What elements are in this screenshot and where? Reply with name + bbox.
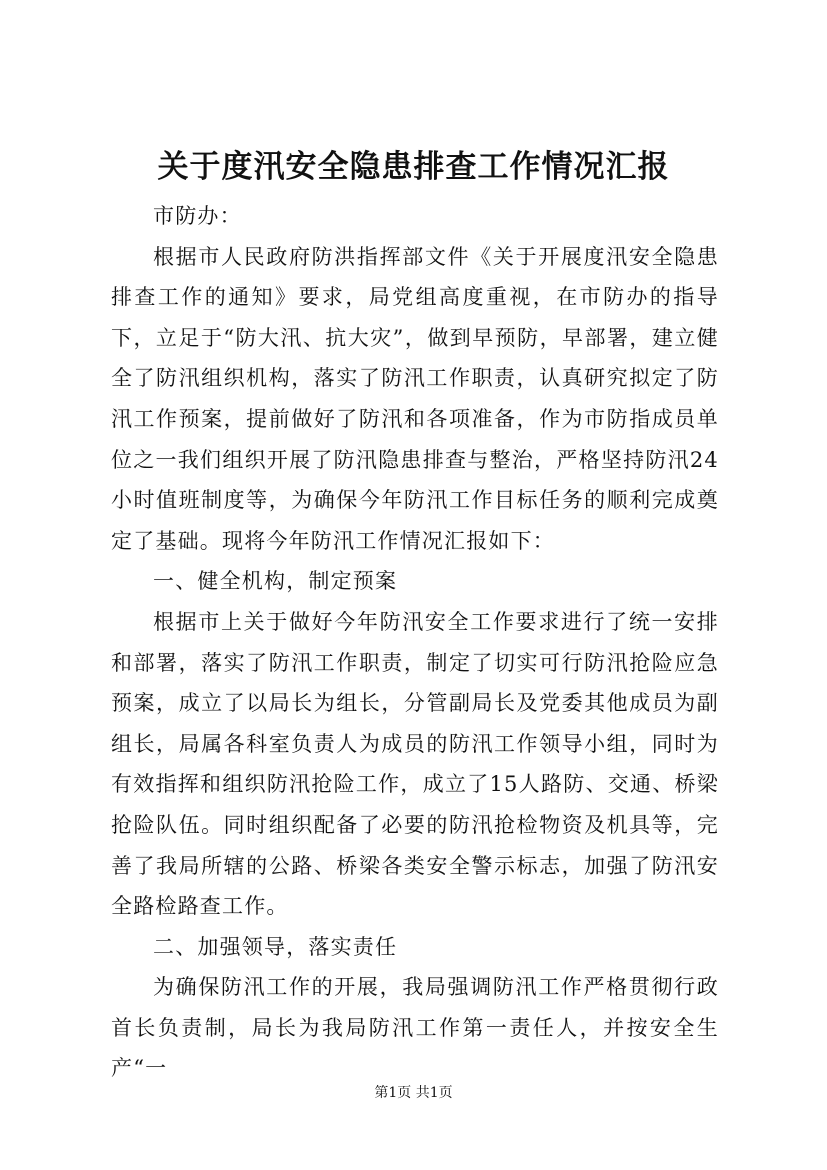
intro-paragraph: 根据市人民政府防洪指挥部文件《关于开展度汛安全隐患排查工作的通知》要求，局党组高度重视，在市防办的指导下，立足于“防大汛、抗大灾”，做到早预防，早部署，建立健全了防汛组织机构，落实了防汛工作职责，认真研究拟定了防汛工作预案，提前做好了防汛和各项准备，作为市防指成员单位之一我们组织开展了防汛隐患排查与整治，严格坚持防汛24小时值班制度等，为确保今年防汛工作目标任务的顺利完成奠定了基础。现将今年防汛工作情况汇报如下： bbox=[111, 244, 719, 553]
section-2-paragraph: 为确保防汛工作的开展，我局强调防汛工作严格贯彻行政首长负责制，局长为我局防汛工作第一责任人，并按安全生产“一 bbox=[111, 975, 719, 1081]
salutation: 市防办： bbox=[153, 204, 242, 228]
section-heading-2: 二、加强领导，落实责任 bbox=[153, 934, 398, 959]
section-1-paragraph: 根据市上关于做好今年防汛安全工作要求进行了统一安排和部署，落实了防汛工作职责，制定了切实可行防汛抢险应急预案，成立了以局长为组长，分管副局长及党委其他成员为副组长，局属各科室负责人为成员的防汛工作领导小组，同时为有效指挥和组织防汛抢险工作，成立了15人路防、交通、桥梁抢险队伍。同时组织配备了必要的防汛抢检物资及机具等，完善了我局所辖的公路、桥梁各类安全警示标志，加强了防汛安全路检路查工作。 bbox=[111, 609, 719, 919]
document-title: 关于度汛安全隐患排查工作情况汇报 bbox=[157, 149, 670, 185]
page-number-footer: 第1页 共1页 bbox=[374, 1085, 453, 1101]
document-body bbox=[111, 196, 719, 1089]
section-heading-1: 一、健全机构，制定预案 bbox=[153, 569, 398, 594]
